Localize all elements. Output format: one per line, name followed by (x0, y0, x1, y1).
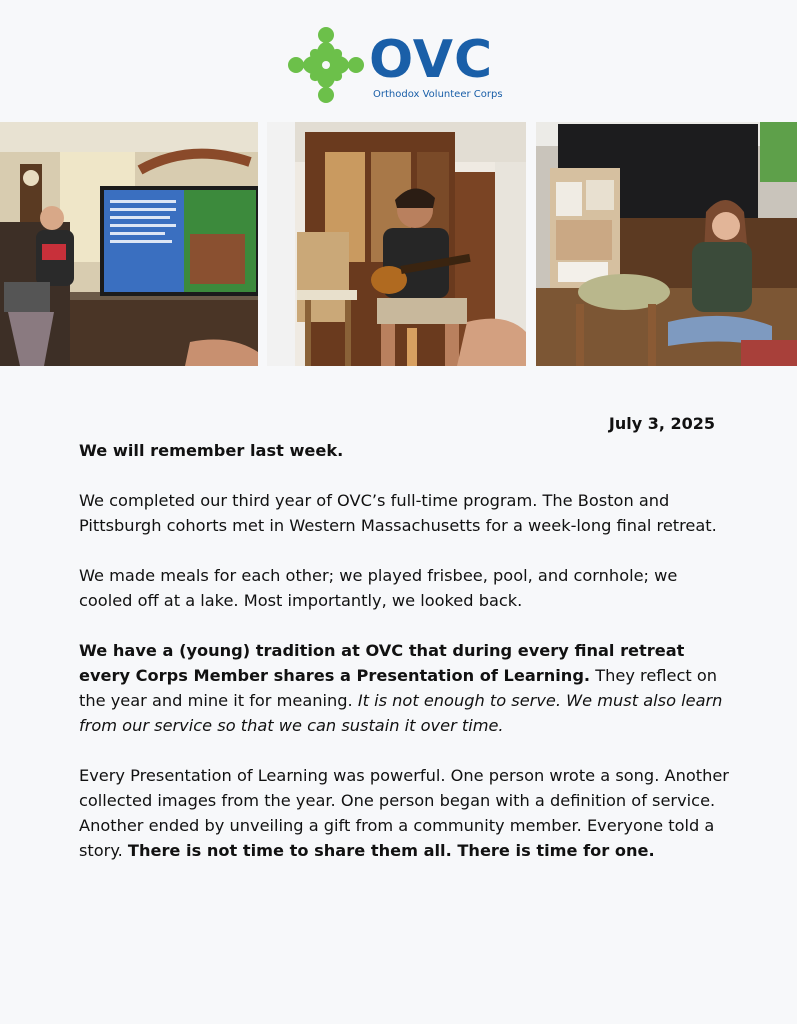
logo-wordmark: OVC (369, 30, 494, 90)
presentations-normal-text: Every Presentation of Learning was powerful. One person wrote a song. Another collected images from the year. One person began with a definition of service. Another ended by unveiling a gift from a community member. Everyone told a story. (79, 766, 729, 860)
letter-heading: We will remember last week. (79, 441, 344, 460)
photo-presentation (0, 122, 258, 366)
logo-subtitle: Orthodox Volunteer Corps (373, 89, 503, 100)
tradition-normal-text: They reflect on the year and mine it for meaning. (79, 666, 718, 710)
photo-guitar-player (267, 122, 526, 366)
paragraph-presentations (79, 763, 729, 863)
presentations-bold-text: There is not time to share them all. There is time for one. (127, 841, 655, 860)
letter-body (79, 438, 729, 888)
cross-emblem-icon (287, 26, 365, 104)
ovc-logo (287, 26, 517, 106)
tradition-bold-text: We have a (young) tradition at OVC that during every final retreat every Corps Member shares a Presentation of Learning. (79, 641, 685, 685)
letter-date: July 3, 2025 (608, 414, 715, 433)
photo-gift-collage (536, 122, 797, 366)
tradition-italic-text: It is not enough to serve. We must also learn from our service so that we can sustain it over time. (79, 691, 723, 735)
paragraph-activities: We made meals for each other; we played frisbee, pool, and cornhole; we cooled off at a lake. Most importantly, we looked back. (79, 566, 678, 610)
paragraph-program: We completed our third year of OVC’s full-time program. The Boston and Pittsburgh cohorts met in Western Massachusetts for a week-long final retreat. (79, 491, 717, 535)
paragraph-tradition (79, 638, 729, 738)
